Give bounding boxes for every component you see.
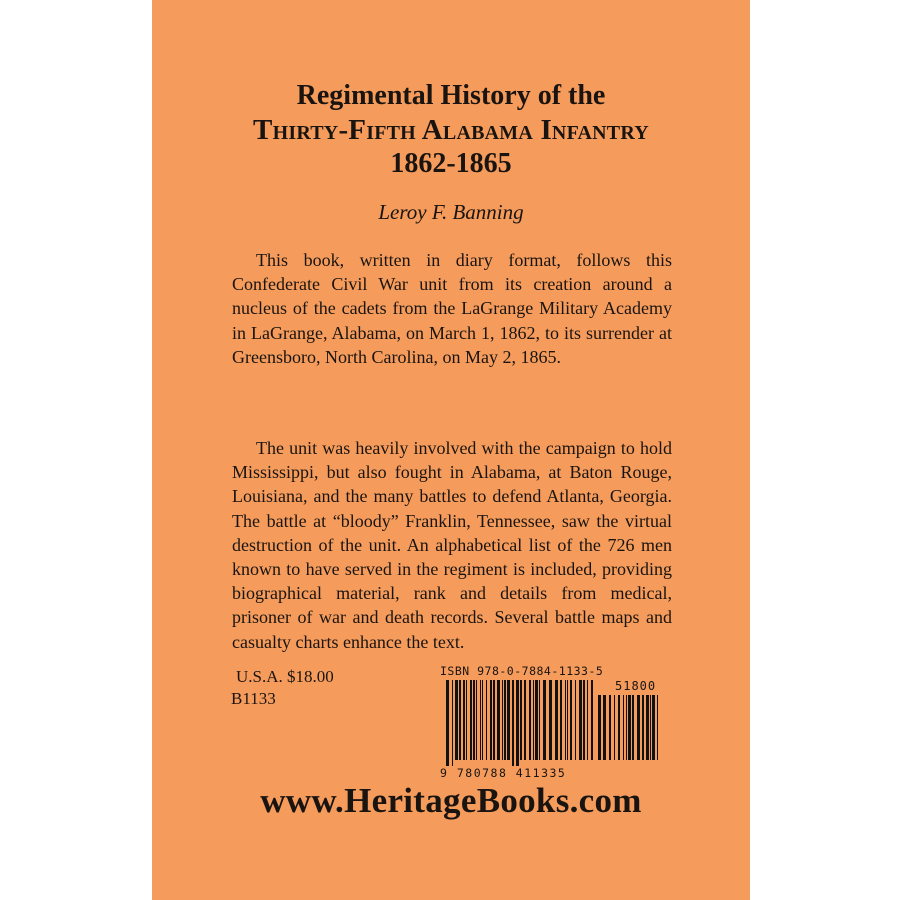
item-code: B1133 [231, 689, 276, 708]
book-back-cover [152, 0, 750, 900]
ean-barcode-bars [446, 680, 596, 766]
publisher-website: www.HeritageBooks.com [260, 781, 642, 820]
author-name: Leroy F. Banning [378, 200, 524, 224]
title-line-1: Regimental History of the [296, 80, 606, 111]
price-addon-barcode-bars [598, 695, 660, 766]
barcode-digits: 9 780788 411335 [440, 766, 567, 780]
price-code: 51800 [615, 679, 657, 693]
description-paragraph-2: The unit was heavily involved with the campaign to hold Mississippi, but also fought in Alabama, at Baton Rouge, Louisiana, and the many battles to defend Atlanta, Georgia. The battle at “bloody” Franklin, Tennessee, saw the virtual destruction of the unit. An alphabetical list of the 726 men known to have served in the regiment is included, providing biographical material, rank and details from medical, prisoner of war and death records. Several battle maps and casualty charts enhance the text. [232, 438, 672, 652]
description-paragraph-1: This book, written in diary format, follows this Confederate Civil War unit from its creation around a nucleus of the cadets from the LaGrange Military Academy in LaGrange, Alabama, on March 1, 1862, to its surrender at Greensboro, North Carolina, on May 2, 1865. [232, 250, 672, 367]
isbn-barcode [438, 664, 662, 781]
title-line-2: Thirty-Fifth Alabama Infantry [253, 114, 649, 146]
title-years: 1862-1865 [390, 148, 512, 179]
isbn-label: ISBN 978-0-7884-1133-5 [440, 664, 604, 678]
price-label: U.S.A. $18.00 [236, 667, 334, 686]
